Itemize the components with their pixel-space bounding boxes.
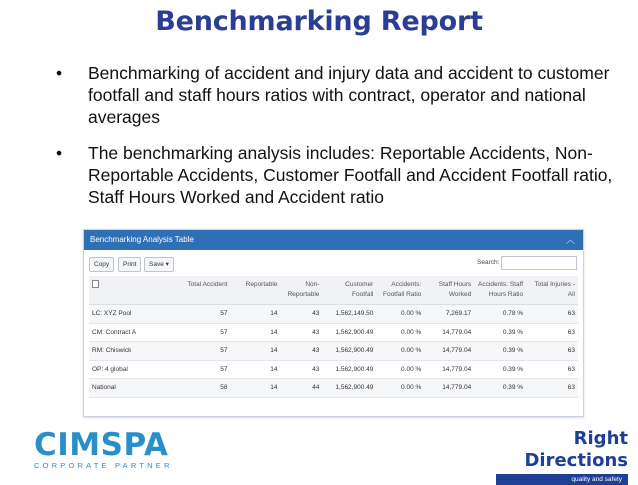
cell-non-reportable: 43 bbox=[280, 360, 322, 379]
cell-customer-footfall: 1,562,900.49 bbox=[322, 323, 376, 342]
cell-total-injuries: 63 bbox=[526, 323, 578, 342]
cell-accidents-staff-hours-ratio: 0.39 % bbox=[474, 379, 526, 398]
table-toolbar bbox=[84, 250, 583, 276]
cell-accidents-staff-hours-ratio: 0.78 % bbox=[474, 305, 526, 324]
col-non-reportable[interactable]: Non-Reportable bbox=[280, 276, 322, 305]
cell-row-label: OP: 4 global bbox=[89, 360, 183, 379]
cell-accidents-footfall-ratio: 0.00 % bbox=[376, 360, 424, 379]
cell-reportable: 14 bbox=[231, 342, 281, 361]
col-accidents-staff-hours-ratio[interactable]: Accidents: Staff Hours Ratio bbox=[474, 276, 526, 305]
slide-title: Benchmarking Report bbox=[155, 6, 483, 37]
right-directions-logo-word: Right Directions bbox=[524, 428, 628, 471]
benchmarking-panel bbox=[83, 229, 584, 417]
col-accidents-footfall-ratio[interactable]: Accidents: Footfall Ratio bbox=[376, 276, 424, 305]
cell-total-accident: 57 bbox=[183, 360, 231, 379]
col-total-accident[interactable]: Total Accident bbox=[183, 276, 231, 305]
cell-total-injuries: 63 bbox=[526, 360, 578, 379]
panel-header bbox=[84, 230, 583, 250]
bullet-text: Benchmarking of accident and injury data and accident to customer footfall and staff hours ratios with contract, operator and national averages bbox=[88, 63, 610, 127]
bullet-item bbox=[56, 62, 626, 128]
bullet-text: The benchmarking analysis includes: Reportable Accidents, Non-Reportable Accidents, Customer Footfall and Accident Footfall ratio, Staff Hours Worked and Accident ratio bbox=[88, 143, 613, 207]
cell-total-injuries: 63 bbox=[526, 305, 578, 324]
cimspa-logo-subtitle: CORPORATE PARTNER bbox=[34, 461, 173, 470]
cimspa-logo-word: CIMSPA bbox=[34, 427, 169, 463]
table-row[interactable] bbox=[89, 305, 578, 324]
select-all-checkbox-cell[interactable] bbox=[89, 276, 183, 305]
cell-staff-hours-worked: 7,269.17 bbox=[424, 305, 474, 324]
cell-accidents-staff-hours-ratio: 0.39 % bbox=[474, 323, 526, 342]
table-row[interactable] bbox=[89, 323, 578, 342]
cell-total-injuries: 63 bbox=[526, 379, 578, 398]
checkbox-icon[interactable] bbox=[92, 280, 99, 288]
table-header-row bbox=[89, 276, 578, 305]
cell-customer-footfall: 1,562,900.49 bbox=[322, 379, 376, 398]
search-label: Search: bbox=[477, 259, 500, 266]
cimspa-logo bbox=[34, 428, 173, 470]
cell-row-label: CM: Contract A bbox=[89, 323, 183, 342]
bullet-dot: • bbox=[56, 63, 63, 83]
cell-non-reportable: 43 bbox=[280, 342, 322, 361]
cell-non-reportable: 44 bbox=[280, 379, 322, 398]
right-directions-tagline: quality and safety bbox=[496, 474, 628, 485]
cell-customer-footfall: 1,562,149.50 bbox=[322, 305, 376, 324]
cell-staff-hours-worked: 14,779.04 bbox=[424, 360, 474, 379]
cell-total-accident: 57 bbox=[183, 305, 231, 324]
cell-accidents-footfall-ratio: 0.00 % bbox=[376, 379, 424, 398]
copy-button[interactable]: Copy bbox=[89, 257, 114, 272]
cell-customer-footfall: 1,562,900.49 bbox=[322, 360, 376, 379]
cell-total-accident: 57 bbox=[183, 323, 231, 342]
benchmark-table bbox=[89, 276, 578, 398]
cell-non-reportable: 43 bbox=[280, 323, 322, 342]
bullet-list bbox=[56, 62, 626, 222]
search-input[interactable] bbox=[501, 256, 577, 270]
cell-total-accident: 57 bbox=[183, 342, 231, 361]
panel-title: Benchmarking Analysis Table bbox=[90, 235, 194, 244]
cell-staff-hours-worked: 14,779.04 bbox=[424, 342, 474, 361]
bullet-dot: • bbox=[56, 143, 63, 163]
cell-row-label: RM: Chiswick bbox=[89, 342, 183, 361]
bullet-item bbox=[56, 142, 626, 208]
cell-accidents-footfall-ratio: 0.00 % bbox=[376, 323, 424, 342]
table-row[interactable] bbox=[89, 379, 578, 398]
cell-reportable: 14 bbox=[231, 360, 281, 379]
cell-reportable: 14 bbox=[231, 323, 281, 342]
cell-reportable: 14 bbox=[231, 305, 281, 324]
table-row[interactable] bbox=[89, 342, 578, 361]
right-directions-logo bbox=[496, 428, 628, 485]
save-button[interactable]: Save ▾ bbox=[144, 257, 174, 272]
chevron-up-icon[interactable]: ︿ bbox=[565, 235, 575, 245]
cell-row-label: National bbox=[89, 379, 183, 398]
cell-row-label: LC: XYZ Pool bbox=[89, 305, 183, 324]
cell-non-reportable: 43 bbox=[280, 305, 322, 324]
col-reportable[interactable]: Reportable bbox=[231, 276, 281, 305]
cell-accidents-footfall-ratio: 0.00 % bbox=[376, 342, 424, 361]
cell-staff-hours-worked: 14,779.04 bbox=[424, 323, 474, 342]
cell-total-accident: 58 bbox=[183, 379, 231, 398]
cell-reportable: 14 bbox=[231, 379, 281, 398]
col-total-injuries[interactable]: Total Injuries - All bbox=[526, 276, 578, 305]
cell-customer-footfall: 1,562,900.49 bbox=[322, 342, 376, 361]
cell-staff-hours-worked: 14,779.04 bbox=[424, 379, 474, 398]
print-button[interactable]: Print bbox=[118, 257, 141, 272]
table-row[interactable] bbox=[89, 360, 578, 379]
col-customer-footfall[interactable]: Customer Footfall bbox=[322, 276, 376, 305]
col-staff-hours-worked[interactable]: Staff Hours Worked bbox=[424, 276, 474, 305]
cell-accidents-staff-hours-ratio: 0.39 % bbox=[474, 342, 526, 361]
cell-accidents-staff-hours-ratio: 0.39 % bbox=[474, 360, 526, 379]
cell-total-injuries: 63 bbox=[526, 342, 578, 361]
cell-accidents-footfall-ratio: 0.00 % bbox=[376, 305, 424, 324]
